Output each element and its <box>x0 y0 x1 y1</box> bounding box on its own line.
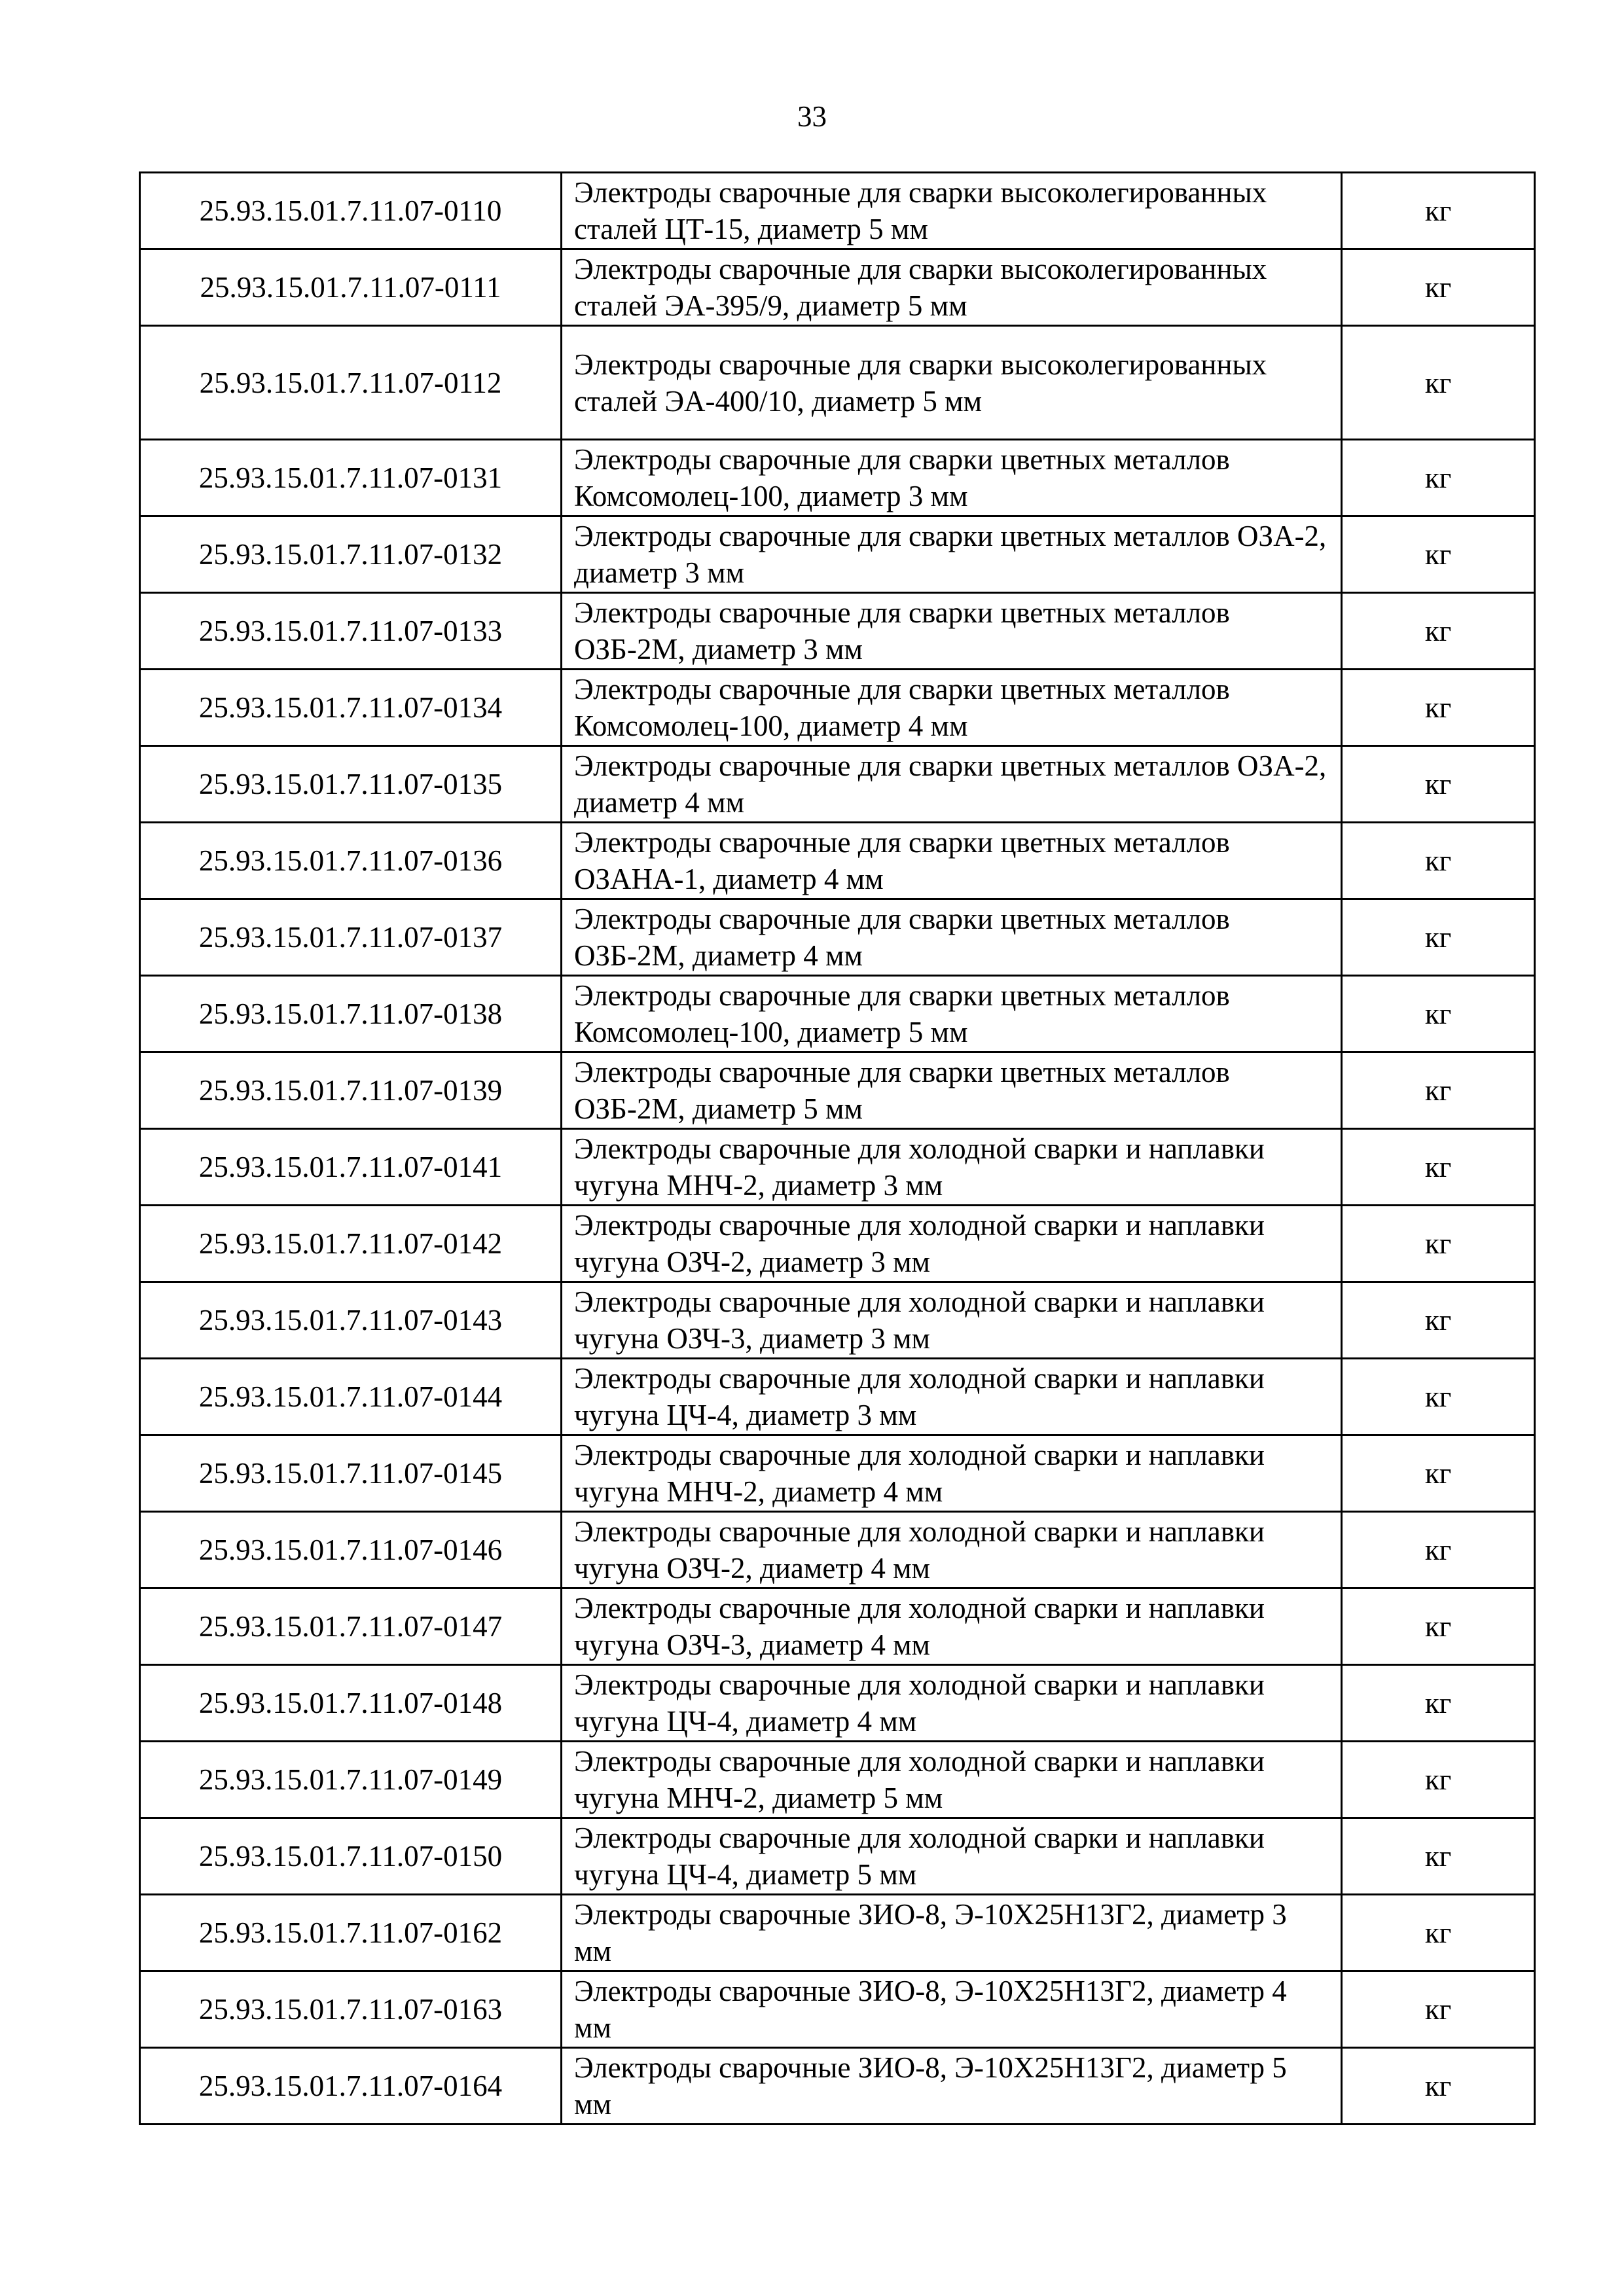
row-name-cell: Электроды сварочные для холодной сварки и наплавки чугуна ЦЧ-4, диаметр 4 мм <box>562 1665 1342 1742</box>
row-name-cell: Электроды сварочные для холодной сварки и наплавки чугуна МНЧ-2, диаметр 5 мм <box>562 1742 1342 1818</box>
row-unit-cell: кг <box>1342 1971 1535 2048</box>
table-row <box>140 1818 1535 1895</box>
row-code-cell: 25.93.15.01.7.11.07-0136 <box>140 823 562 899</box>
row-unit-cell: кг <box>1342 1588 1535 1665</box>
row-unit-cell: кг <box>1342 823 1535 899</box>
row-unit-cell: кг <box>1342 173 1535 249</box>
row-name-cell: Электроды сварочные для холодной сварки и наплавки чугуна ЦЧ-4, диаметр 5 мм <box>562 1818 1342 1895</box>
row-unit-cell: кг <box>1342 593 1535 670</box>
row-code-cell: 25.93.15.01.7.11.07-0137 <box>140 899 562 976</box>
table-row <box>140 1588 1535 1665</box>
table-row <box>140 1971 1535 2048</box>
row-name-cell: Электроды сварочные для сварки цветных металлов ОЗА-2, диаметр 3 мм <box>562 516 1342 593</box>
row-unit-cell: кг <box>1342 976 1535 1052</box>
row-code-cell: 25.93.15.01.7.11.07-0111 <box>140 249 562 326</box>
row-unit-cell: кг <box>1342 1818 1535 1895</box>
row-code-cell: 25.93.15.01.7.11.07-0135 <box>140 746 562 823</box>
row-code-cell: 25.93.15.01.7.11.07-0145 <box>140 1435 562 1512</box>
row-name-cell: Электроды сварочные для сварки цветных металлов ОЗБ-2М, диаметр 3 мм <box>562 593 1342 670</box>
table-row <box>140 1895 1535 1971</box>
row-unit-cell: кг <box>1342 746 1535 823</box>
table-row <box>140 1052 1535 1129</box>
row-code-cell: 25.93.15.01.7.11.07-0149 <box>140 1742 562 1818</box>
table-row <box>140 440 1535 516</box>
row-code-cell: 25.93.15.01.7.11.07-0164 <box>140 2048 562 2125</box>
row-name-cell: Электроды сварочные для холодной сварки и наплавки чугуна ЦЧ-4, диаметр 3 мм <box>562 1359 1342 1435</box>
row-unit-cell: кг <box>1342 1895 1535 1971</box>
row-code-cell: 25.93.15.01.7.11.07-0162 <box>140 1895 562 1971</box>
row-code-cell: 25.93.15.01.7.11.07-0133 <box>140 593 562 670</box>
row-code-cell: 25.93.15.01.7.11.07-0112 <box>140 326 562 440</box>
table-row <box>140 1665 1535 1742</box>
row-name-cell: Электроды сварочные для сварки цветных металлов Комсомолец-100, диаметр 3 мм <box>562 440 1342 516</box>
page-number: 33 <box>797 100 827 133</box>
table-row <box>140 1512 1535 1588</box>
row-name-cell: Электроды сварочные ЗИО-8, Э-10Х25Н13Г2, диаметр 5 мм <box>562 2048 1342 2125</box>
row-unit-cell: кг <box>1342 670 1535 746</box>
row-name-cell: Электроды сварочные ЗИО-8, Э-10Х25Н13Г2, диаметр 4 мм <box>562 1971 1342 2048</box>
row-name-cell: Электроды сварочные для сварки высоколегированных сталей ЭА-395/9, диаметр 5 мм <box>562 249 1342 326</box>
row-name-cell: Электроды сварочные для холодной сварки и наплавки чугуна ОЗЧ-3, диаметр 4 мм <box>562 1588 1342 1665</box>
row-unit-cell: кг <box>1342 1435 1535 1512</box>
table-row <box>140 593 1535 670</box>
row-code-cell: 25.93.15.01.7.11.07-0150 <box>140 1818 562 1895</box>
row-name-cell: Электроды сварочные ЗИО-8, Э-10Х25Н13Г2, диаметр 3 мм <box>562 1895 1342 1971</box>
row-code-cell: 25.93.15.01.7.11.07-0141 <box>140 1129 562 1206</box>
row-unit-cell: кг <box>1342 516 1535 593</box>
table-row <box>140 1742 1535 1818</box>
row-code-cell: 25.93.15.01.7.11.07-0132 <box>140 516 562 593</box>
row-unit-cell: кг <box>1342 2048 1535 2125</box>
table-row <box>140 249 1535 326</box>
table-row <box>140 823 1535 899</box>
row-name-cell: Электроды сварочные для сварки высоколегированных сталей ЭА-400/10, диаметр 5 мм <box>562 326 1342 440</box>
row-unit-cell: кг <box>1342 1512 1535 1588</box>
row-name-cell: Электроды сварочные для холодной сварки и наплавки чугуна ОЗЧ-3, диаметр 3 мм <box>562 1282 1342 1359</box>
row-code-cell: 25.93.15.01.7.11.07-0138 <box>140 976 562 1052</box>
row-code-cell: 25.93.15.01.7.11.07-0131 <box>140 440 562 516</box>
row-code-cell: 25.93.15.01.7.11.07-0146 <box>140 1512 562 1588</box>
row-code-cell: 25.93.15.01.7.11.07-0110 <box>140 173 562 249</box>
table-row <box>140 1282 1535 1359</box>
table-row <box>140 670 1535 746</box>
row-unit-cell: кг <box>1342 1665 1535 1742</box>
row-name-cell: Электроды сварочные для сварки цветных металлов Комсомолец-100, диаметр 4 мм <box>562 670 1342 746</box>
row-name-cell: Электроды сварочные для сварки цветных металлов ОЗА-2, диаметр 4 мм <box>562 746 1342 823</box>
row-code-cell: 25.93.15.01.7.11.07-0142 <box>140 1206 562 1282</box>
row-code-cell: 25.93.15.01.7.11.07-0144 <box>140 1359 562 1435</box>
row-unit-cell: кг <box>1342 1129 1535 1206</box>
table-row <box>140 173 1535 249</box>
table-row <box>140 2048 1535 2125</box>
row-unit-cell: кг <box>1342 249 1535 326</box>
row-name-cell: Электроды сварочные для сварки цветных металлов ОЗБ-2М, диаметр 5 мм <box>562 1052 1342 1129</box>
row-name-cell: Электроды сварочные для сварки цветных металлов ОЗБ-2М, диаметр 4 мм <box>562 899 1342 976</box>
row-unit-cell: кг <box>1342 1282 1535 1359</box>
table-body <box>140 173 1535 2125</box>
row-code-cell: 25.93.15.01.7.11.07-0139 <box>140 1052 562 1129</box>
row-code-cell: 25.93.15.01.7.11.07-0134 <box>140 670 562 746</box>
row-unit-cell: кг <box>1342 440 1535 516</box>
materials-table <box>139 171 1536 2125</box>
table-row <box>140 976 1535 1052</box>
row-unit-cell: кг <box>1342 1359 1535 1435</box>
table-row <box>140 516 1535 593</box>
row-name-cell: Электроды сварочные для холодной сварки и наплавки чугуна МНЧ-2, диаметр 3 мм <box>562 1129 1342 1206</box>
row-unit-cell: кг <box>1342 899 1535 976</box>
row-code-cell: 25.93.15.01.7.11.07-0147 <box>140 1588 562 1665</box>
table-row <box>140 746 1535 823</box>
table-row <box>140 326 1535 440</box>
table-row <box>140 1359 1535 1435</box>
row-unit-cell: кг <box>1342 1742 1535 1818</box>
row-unit-cell: кг <box>1342 326 1535 440</box>
table-row <box>140 1206 1535 1282</box>
row-name-cell: Электроды сварочные для сварки цветных металлов Комсомолец-100, диаметр 5 мм <box>562 976 1342 1052</box>
table-row <box>140 899 1535 976</box>
row-name-cell: Электроды сварочные для холодной сварки и наплавки чугуна МНЧ-2, диаметр 4 мм <box>562 1435 1342 1512</box>
row-unit-cell: кг <box>1342 1052 1535 1129</box>
table-row <box>140 1435 1535 1512</box>
table-row <box>140 1129 1535 1206</box>
row-name-cell: Электроды сварочные для сварки высоколегированных сталей ЦТ-15, диаметр 5 мм <box>562 173 1342 249</box>
row-unit-cell: кг <box>1342 1206 1535 1282</box>
row-code-cell: 25.93.15.01.7.11.07-0163 <box>140 1971 562 2048</box>
row-code-cell: 25.93.15.01.7.11.07-0148 <box>140 1665 562 1742</box>
row-name-cell: Электроды сварочные для холодной сварки и наплавки чугуна ОЗЧ-2, диаметр 4 мм <box>562 1512 1342 1588</box>
row-code-cell: 25.93.15.01.7.11.07-0143 <box>140 1282 562 1359</box>
row-name-cell: Электроды сварочные для сварки цветных металлов ОЗАНА-1, диаметр 4 мм <box>562 823 1342 899</box>
row-name-cell: Электроды сварочные для холодной сварки и наплавки чугуна ОЗЧ-2, диаметр 3 мм <box>562 1206 1342 1282</box>
